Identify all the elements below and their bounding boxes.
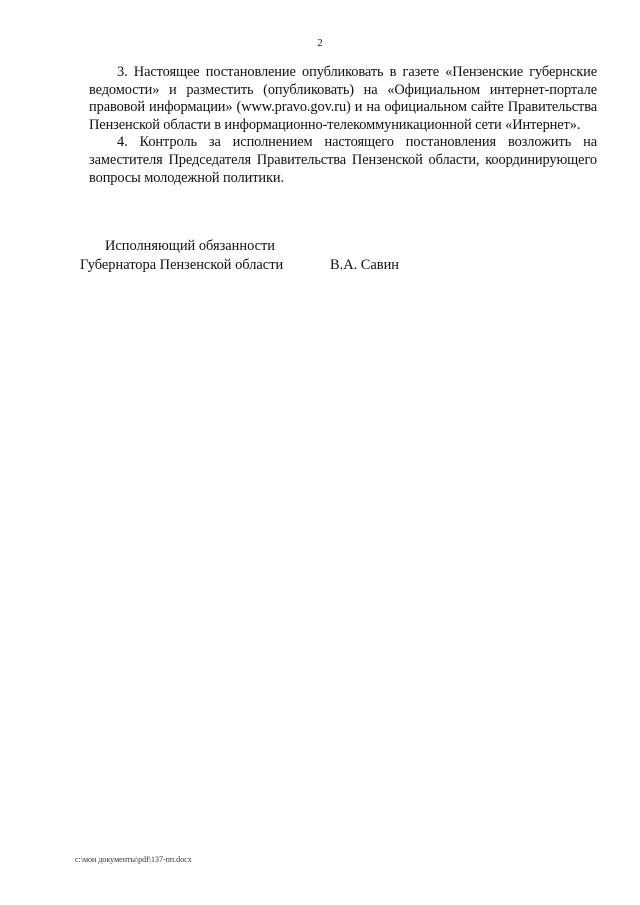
- footer-file-path: c:\мои документы\pdf\137-пп.docx: [75, 855, 192, 864]
- page-number: 2: [317, 37, 323, 49]
- document-body: [89, 64, 597, 187]
- signatory-position-line2: Губернатора Пензенской области: [80, 257, 284, 273]
- paragraph-control: 4. Контроль за исполнением настоящего постановления возложить на заместителя Председателя Правительства Пензенской области, координирующего вопросы молодежной политики.: [89, 134, 597, 186]
- paragraph-publication: 3. Настоящее постановление опубликовать в газете «Пензенские губернские ведомости» и разместить (опубликовать) на «Официальном интернет-портале правовой информации» (www.pravo.gov.ru) и на официальном сайте Правительства Пензенской области в информационно-телекоммуникационной сети «Интернет».: [89, 64, 597, 133]
- signatory-name: В.А. Савин: [330, 257, 399, 273]
- signatory-position-line1: Исполняющий обязанности: [105, 238, 276, 254]
